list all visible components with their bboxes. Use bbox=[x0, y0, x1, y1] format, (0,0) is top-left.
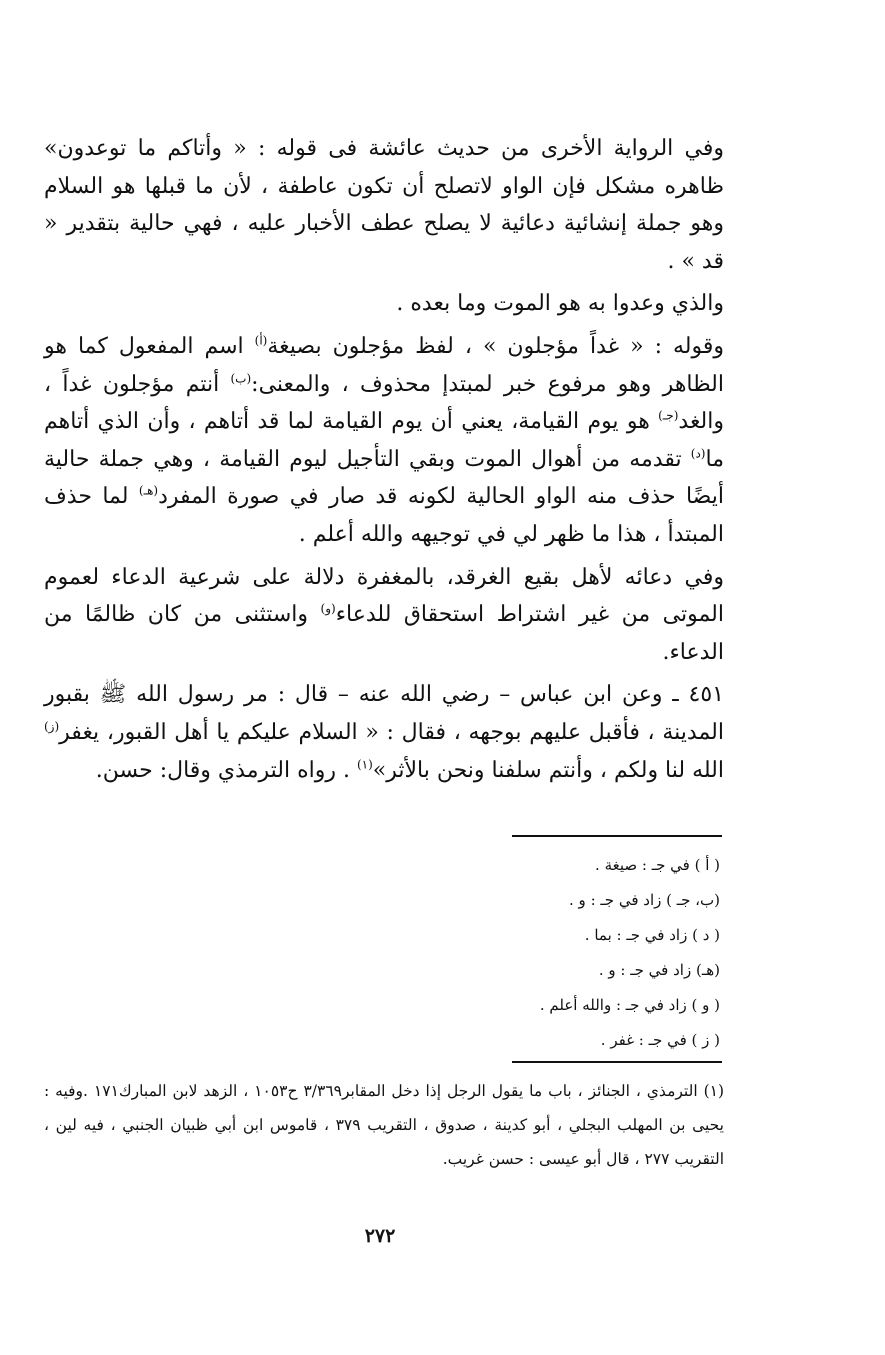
variant-marker-b: (ب) bbox=[230, 371, 252, 386]
variant-marker-ha: (هـ) bbox=[138, 484, 159, 499]
variant-note: (هـ) زاد في جـ : و . bbox=[598, 961, 720, 979]
footnote-1: (١) الترمذي ، الجنائز ، باب ما يقول الرجل إذا دخل المقابر٣/٣٦٩ ح١٠٥٣ ، الزهد لابن المبارك١٧١ .وفيه : يحيى بن المهلب البجلي ، أبو كدينة ، صدوق ، التقريب ٣٧٩ ، قاموس ابن أبي ظبيان الجنبي ، فيه لين ، التقريب ٢٧٧ ، قال أبو عيسى : حسن غريب. bbox=[44, 1082, 725, 1168]
variant-note: ( أ ) في جـ : صيغة . bbox=[595, 856, 720, 874]
manuscript-variants bbox=[420, 848, 720, 1058]
variant-marker-dal: (د) bbox=[690, 446, 706, 461]
variant-marker-a: (أ) bbox=[254, 333, 268, 348]
page-number: ٢٧٢ bbox=[364, 1225, 396, 1247]
paragraph-4-text-1: وفي دعائه لأهل بقيع الغرقد، بالمغفرة دلالة على شرعية الدعاء لعموم الموتى من غير اشتراط استحقاق للدعاء bbox=[44, 564, 724, 628]
paragraph-2: والذي وعدوا به هو الموت وما بعده . bbox=[396, 291, 724, 317]
variant-note: ( و ) زاد في جـ : والله أعلم . bbox=[539, 996, 720, 1014]
paragraph-3-text-1: وقوله : « غداً مؤجلون » ، لفظ مؤجلون بصيغة bbox=[267, 333, 724, 359]
paragraph-3-text-5: تقدمه من أهوال الموت وبقي التأجيل ليوم القيامة ، وهي جملة حالية أيضًا حذف منه الواو الحالية لكونه قد صار في صورة المفرد bbox=[44, 446, 724, 510]
variant-note: ( د ) زاد في جـ : بما . bbox=[584, 926, 720, 944]
variants-top-divider bbox=[512, 835, 722, 837]
variant-marker-waw: (و) bbox=[320, 601, 336, 616]
variant-marker-jim: (جـ) bbox=[658, 408, 679, 423]
paragraph-4 bbox=[44, 559, 724, 672]
paragraph-4-text-2: واستثنى من كان ظالمًا من الدعاء. bbox=[44, 602, 724, 665]
variant-note: ( ز ) في جـ : غفر . bbox=[600, 1031, 720, 1049]
main-text bbox=[44, 130, 724, 789]
paragraph-3-text-2: اسم المفعول كما هو الظاهر وهو مرفوع خبر لمبتدإ محذوف ، والمعنى: bbox=[44, 333, 724, 397]
paragraph-3-text-4: هو يوم القيامة، يعني أن يوم القيامة لما قد أتاهم ، وأن الذي أتاهم ما bbox=[44, 409, 724, 472]
paragraph-3-text-3: أنتم مؤجلون غداً ، والغد bbox=[44, 371, 724, 435]
hadith-451-text-2: الله لنا ولكم ، وأنتم سلفنا ونحن بالأثر» bbox=[372, 757, 724, 783]
variant-note: (ب، جـ ) زاد في جـ : و . bbox=[569, 891, 720, 909]
hadith-451-text-3: . رواه الترمذي وقال: حسن. bbox=[95, 757, 357, 783]
paragraph-1: وفي الرواية الأخرى من حديث عائشة فى قوله : « وأتاكم ما توعدون» ظاهره مشكل فإن الواو لاتصلح أن تكون عاطفة ، لأن ما قبلها هو السلام وهو جملة إنشائية دعائية لا يصلح عطف الأخبار عليه ، فهي حالية بتقدير « قد » . bbox=[44, 136, 724, 274]
hadith-451 bbox=[44, 676, 724, 789]
hadith-451-text-1: ٤٥١ ـ وعن ابن عباس – رضي الله عنه – قال : مر رسول الله ﷺ بقبور المدينة ، فأقبل عليهم بوجهه ، فقال : « السلام عليكم يا أهل القبور، يغفر bbox=[44, 682, 724, 745]
footnotes-divider bbox=[512, 1061, 722, 1063]
paragraph-3-text-6: لما حذف المبتدأ ، هذا ما ظهر لي في توجيهه والله أعلم . bbox=[44, 484, 724, 547]
footnote-marker-1: (١) bbox=[356, 757, 373, 772]
paragraph-3 bbox=[44, 328, 724, 554]
variant-marker-zay: (ز) bbox=[44, 719, 60, 734]
